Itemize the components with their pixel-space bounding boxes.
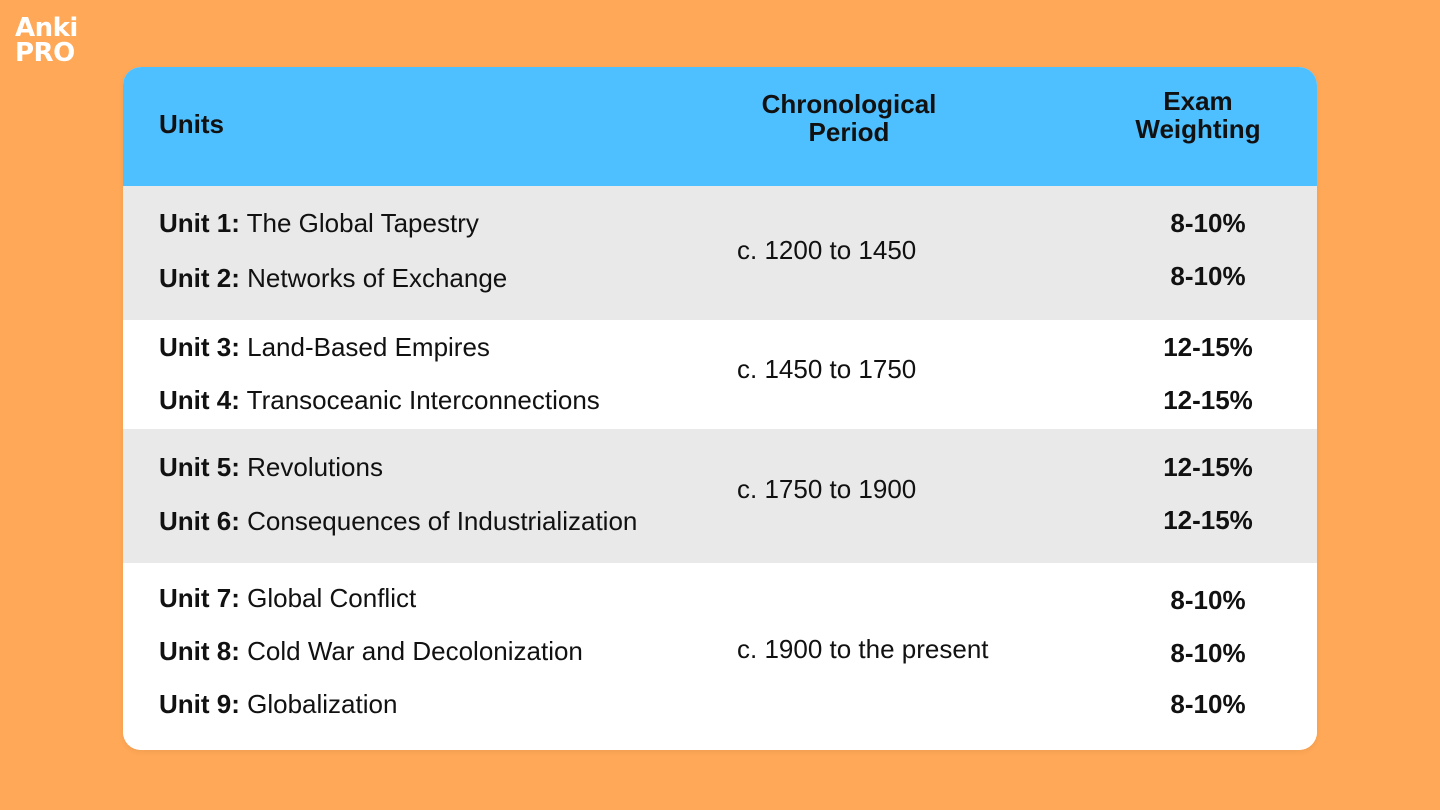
unit-title: Global Conflict	[247, 583, 417, 613]
curriculum-table	[123, 67, 1317, 750]
unit-title: Land-Based Empires	[247, 332, 490, 362]
unit-title: Consequences of Industrialization	[247, 506, 638, 536]
unit-row	[159, 583, 416, 613]
unit-row	[159, 636, 583, 666]
unit-row	[159, 452, 383, 482]
period-group-4	[123, 563, 1317, 750]
unit-number: Unit 2:	[159, 263, 240, 293]
logo-line-1: Anki	[15, 13, 78, 43]
weighting-value: 12-15%	[1163, 332, 1253, 362]
unit-number: Unit 8:	[159, 636, 240, 666]
unit-number: Unit 4:	[159, 385, 240, 415]
unit-title: Networks of Exchange	[247, 263, 508, 293]
header-units: Units	[159, 109, 224, 139]
header-weighting	[1113, 87, 1283, 143]
unit-number: Unit 9:	[159, 689, 240, 719]
period-group-3	[123, 429, 1317, 563]
unit-row	[159, 385, 600, 415]
period-label: c. 1450 to 1750	[737, 354, 917, 384]
weighting-value: 8-10%	[1170, 689, 1246, 719]
unit-number: Unit 7:	[159, 583, 240, 613]
unit-title: Globalization	[247, 689, 398, 719]
header-weighting-line-2: Weighting	[1135, 114, 1261, 144]
unit-number: Unit 6:	[159, 506, 240, 536]
unit-title: Transoceanic Interconnections	[246, 385, 600, 415]
weighting-value: 8-10%	[1170, 585, 1246, 615]
weighting-value: 12-15%	[1163, 452, 1253, 482]
header-period	[739, 90, 959, 146]
unit-title: Cold War and Decolonization	[247, 636, 583, 666]
weighting-value: 8-10%	[1170, 208, 1246, 238]
unit-row	[159, 332, 490, 362]
period-label: c. 1750 to 1900	[737, 474, 917, 504]
unit-number: Unit 3:	[159, 332, 240, 362]
ankipro-logo	[15, 13, 78, 68]
header-period-line-1: Chronological	[761, 89, 937, 119]
period-group-1	[123, 186, 1317, 320]
unit-number: Unit 1:	[159, 208, 240, 238]
weighting-value: 12-15%	[1163, 505, 1253, 535]
unit-row	[159, 689, 397, 719]
unit-title: The Global Tapestry	[246, 208, 479, 238]
period-label: c. 1200 to 1450	[737, 235, 917, 265]
weighting-value: 12-15%	[1163, 385, 1253, 415]
unit-title: Revolutions	[247, 452, 383, 482]
logo-line-2: PRO	[15, 38, 75, 68]
header-period-line-2: Period	[808, 117, 890, 147]
unit-row	[159, 506, 637, 536]
unit-number: Unit 5:	[159, 452, 240, 482]
weighting-value: 8-10%	[1170, 261, 1246, 291]
weighting-value: 8-10%	[1170, 638, 1246, 668]
period-label: c. 1900 to the present	[737, 634, 989, 664]
unit-row	[159, 263, 507, 293]
unit-row	[159, 208, 479, 238]
period-group-2	[123, 320, 1317, 429]
header-weighting-line-1: Exam	[1163, 86, 1233, 116]
table-header	[123, 67, 1317, 186]
